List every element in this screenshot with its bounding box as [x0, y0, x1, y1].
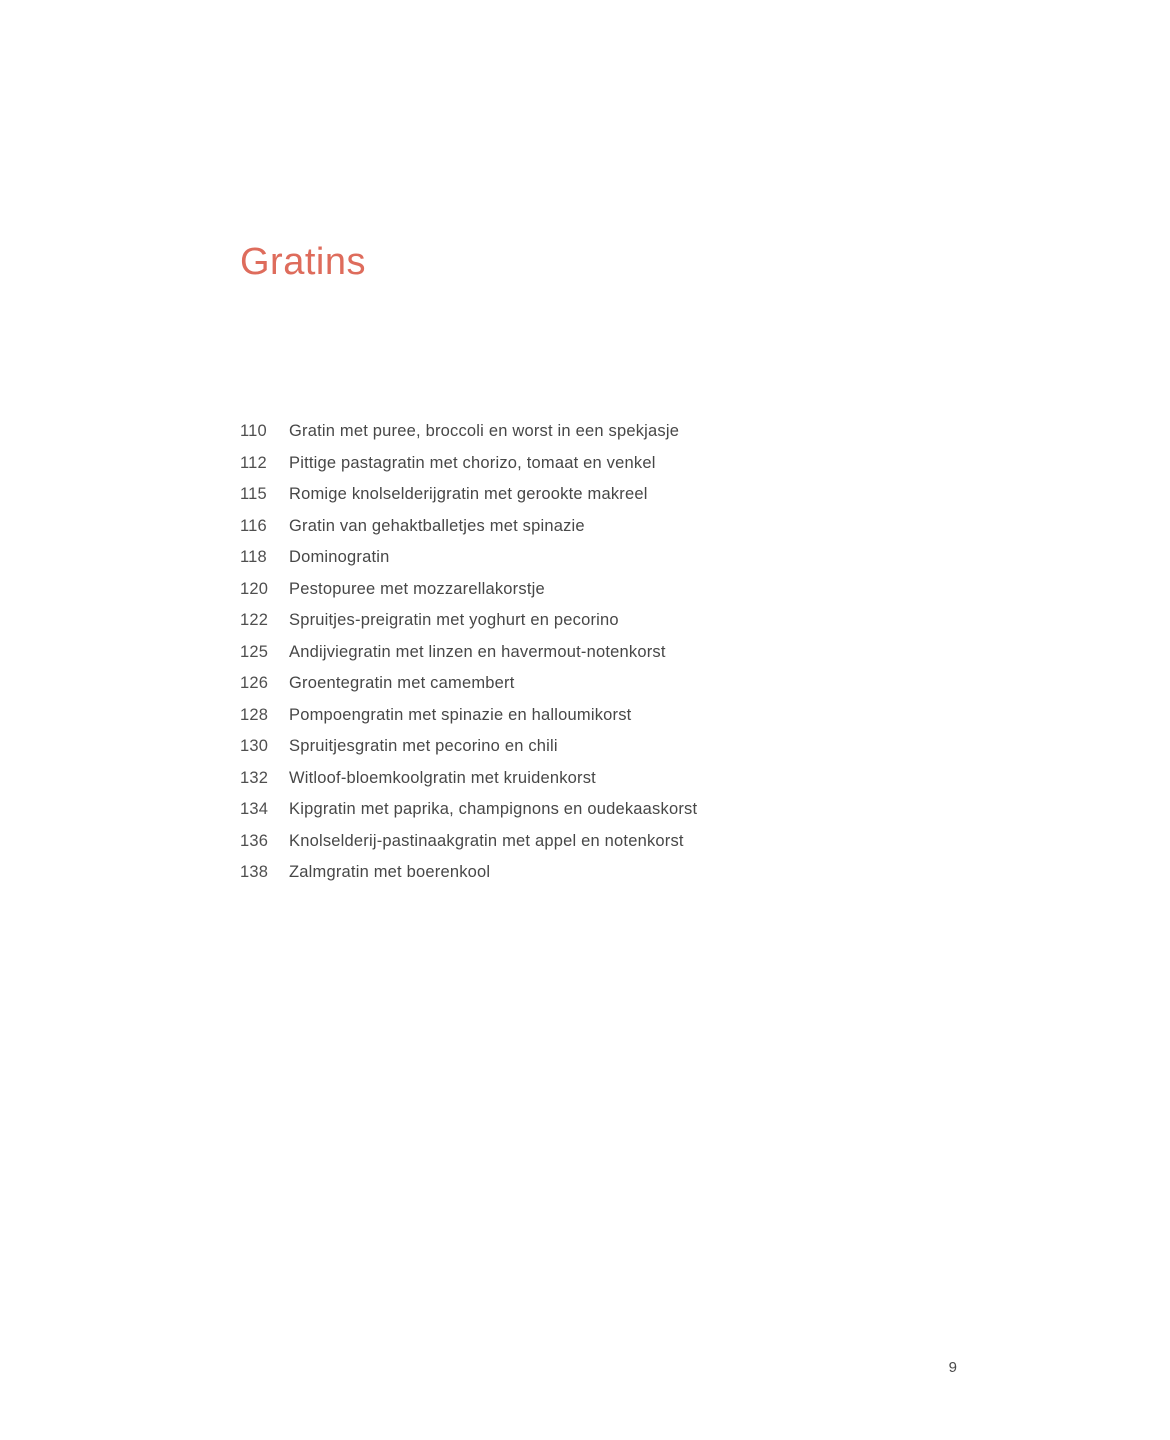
toc-entry-page-number: 130 — [240, 737, 269, 755]
toc-entry-title: Spruitjesgratin met pecorino en chili — [289, 737, 558, 755]
toc-entry-page-number: 138 — [240, 863, 269, 881]
toc-entry — [240, 700, 697, 732]
toc-entry-title: Andijviegratin met linzen en havermout-notenkorst — [289, 642, 666, 661]
toc-entry-page-number: 128 — [240, 705, 269, 724]
toc-entry-page-number: 118 — [240, 548, 267, 566]
toc-entry-title: Gratin van gehaktballetjes met spinazie — [289, 516, 585, 535]
toc-entry-title: Knolselderij-pastinaakgratin met appel en notenkorst — [289, 831, 684, 850]
toc-entry-page-number: 120 — [240, 579, 269, 598]
toc-entry-title: Gratin met puree, broccoli en worst in een spekjasje — [289, 422, 680, 440]
toc-entry-page-number: 126 — [240, 674, 269, 692]
toc-entry — [240, 857, 697, 889]
toc-entry-page-number: 134 — [240, 800, 269, 818]
toc-entry-title: Pestopuree met mozzarellakorstje — [289, 579, 545, 598]
toc-entry-title: Witloof-bloemkoolgratin met kruidenkorst — [289, 768, 596, 787]
toc-entry-page-number: 112 — [240, 453, 267, 472]
chapter-title: Gratins — [240, 241, 366, 283]
toc-list — [240, 416, 697, 889]
toc-entry-page-number: 116 — [240, 516, 267, 535]
toc-entry-title: Dominogratin — [289, 548, 390, 566]
toc-entry — [240, 763, 697, 795]
toc-entry — [240, 826, 697, 858]
toc-entry-title: Groentegratin met camembert — [289, 674, 515, 692]
toc-entry-page-number: 115 — [240, 485, 267, 503]
toc-entry — [240, 574, 697, 606]
page-number: 9 — [948, 1359, 957, 1376]
toc-entry-title: Romige knolselderijgratin met gerookte makreel — [289, 485, 648, 503]
toc-entry-page-number: 110 — [240, 422, 267, 440]
toc-entry-title: Spruitjes-preigratin met yoghurt en pecorino — [289, 611, 619, 629]
toc-entry — [240, 479, 697, 511]
toc-entry-title: Pompoengratin met spinazie en halloumikorst — [289, 705, 632, 724]
toc-entry-title: Zalmgratin met boerenkool — [289, 863, 491, 881]
toc-entry — [240, 794, 697, 826]
toc-entry — [240, 542, 697, 574]
toc-entry-page-number: 125 — [240, 642, 269, 661]
toc-entry-title: Kipgratin met paprika, champignons en oudekaaskorst — [289, 800, 698, 818]
toc-entry-page-number: 136 — [240, 831, 269, 850]
toc-entry — [240, 511, 697, 543]
toc-entry-page-number: 132 — [240, 768, 269, 787]
toc-entry — [240, 448, 697, 480]
toc-entry — [240, 605, 697, 637]
toc-entry — [240, 731, 697, 763]
toc-entry-page-number: 122 — [240, 611, 269, 629]
toc-entry — [240, 637, 697, 669]
toc-entry — [240, 416, 697, 448]
toc-entry-title: Pittige pastagratin met chorizo, tomaat en venkel — [289, 453, 656, 472]
toc-entry — [240, 668, 697, 700]
